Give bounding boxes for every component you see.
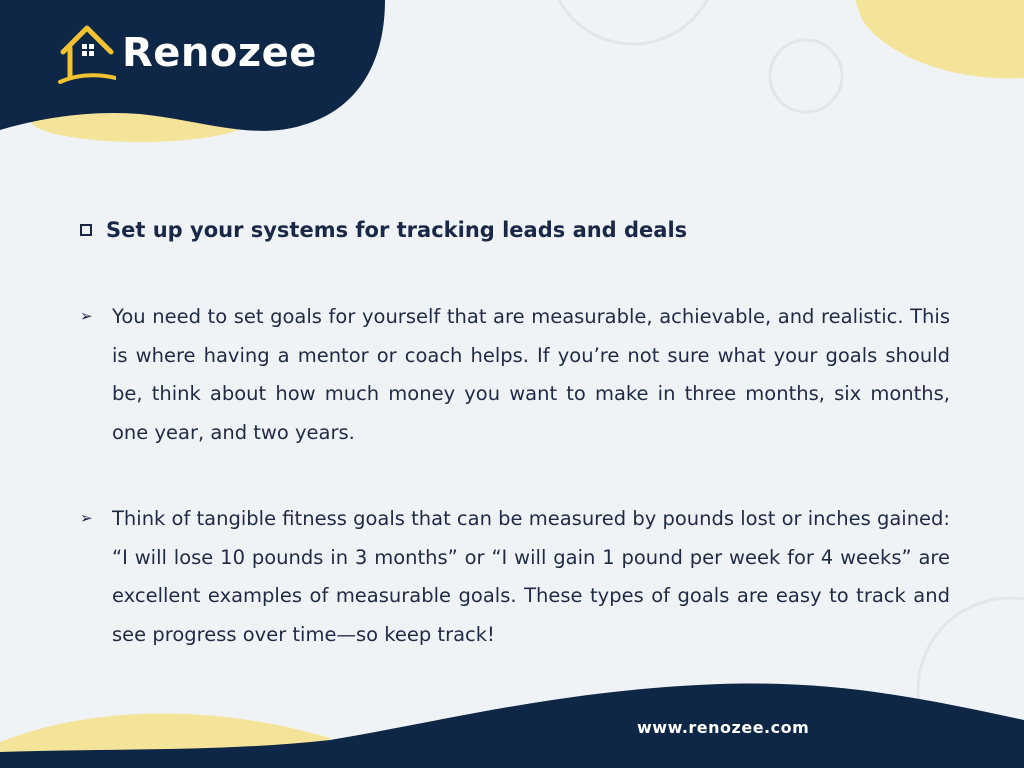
bullet-item: [80, 500, 950, 654]
arrow-bullet-icon: ➢: [80, 510, 93, 527]
checkbox-bullet-icon: [80, 224, 92, 236]
circle-outline-top: [549, 0, 717, 44]
house-logo-icon: [58, 22, 116, 84]
yellow-blob-top-right: [855, 0, 1024, 78]
renozee-logo: [58, 22, 317, 84]
slide-content: [80, 218, 950, 654]
arrow-bullet-icon: ➢: [80, 308, 93, 325]
website-link[interactable]: www.renozee.com: [637, 718, 810, 737]
bullet-text: You need to set goals for yourself that are measurable, achievable, and realistic. This is where having a mentor or coach helps. If you’re not sure what your goals should be, think about how much money you want to make in three months, six months, one year, and two years.: [112, 305, 950, 444]
brand-name: Renozee: [122, 30, 317, 76]
bullet-item: [80, 298, 950, 452]
slide-heading: [80, 218, 950, 242]
heading-text: Set up your systems for tracking leads and deals: [106, 218, 688, 242]
circle-outline-small: [770, 40, 842, 112]
bullet-text: Think of tangible fitness goals that can be measured by pounds lost or inches gained: “I will lose 10 pounds in 3 months” or “I will gain 1 pound per week for 4 weeks” are excellent examples of measurable goals. These types of goals are easy to track and see progress over time—so keep track!: [112, 507, 950, 646]
